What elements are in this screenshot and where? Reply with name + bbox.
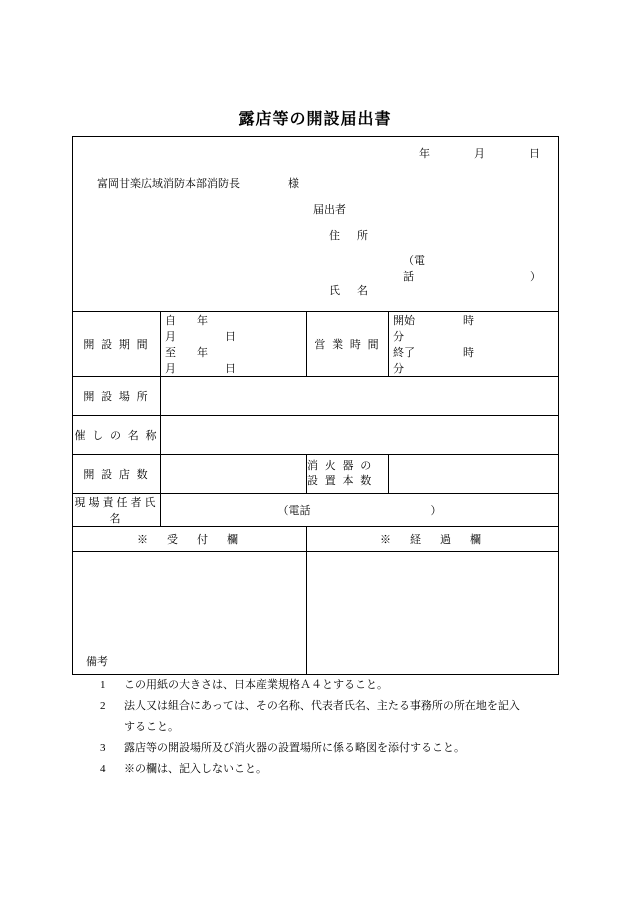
addressee-line: [97, 175, 299, 191]
hours-start-label: 開始: [393, 315, 415, 327]
official-headers-row: [73, 527, 559, 552]
note-text: 露店等の開設場所及び消火器の設置場所に係る略図を添付すること。: [124, 742, 465, 754]
telephone-close-paren: ）: [530, 271, 541, 283]
note-item: [100, 759, 586, 780]
note-number: 2: [100, 700, 106, 712]
note-number: 4: [100, 763, 106, 775]
note-item: [100, 675, 586, 696]
event-name-row: [73, 416, 559, 455]
hours-end-minute: 分: [393, 363, 404, 375]
responsible-person-row: [73, 494, 559, 527]
place-value[interactable]: [161, 377, 559, 416]
date-month-label: 月: [474, 148, 485, 160]
addressee-honorific: 様: [288, 178, 299, 190]
event-name-value[interactable]: [161, 416, 559, 455]
extinguisher-count-label: [307, 455, 389, 494]
date-line: [419, 145, 540, 161]
responsible-telephone-label: （電話: [277, 505, 311, 517]
period-to-year: 年: [197, 347, 208, 359]
period-from-row: [161, 312, 306, 344]
period-to-row: [161, 344, 306, 376]
note-text: 法人又は組合にあっては、その名称、代表者氏名、主たる事務所の所在地を記入: [124, 700, 520, 712]
telephone-line: [403, 252, 558, 284]
hours-end-hour: 時: [463, 347, 474, 359]
store-count-value[interactable]: [161, 455, 307, 494]
place-label: 開 設 場 所: [73, 377, 161, 416]
progress-column-header: ※ 経 過 欄: [307, 527, 559, 552]
name-label: 氏 名: [329, 285, 371, 297]
store-count-row: [73, 455, 559, 494]
addressee-name: 富岡甘楽広域消防本部消防長: [97, 178, 240, 190]
hours-end-label: 終了: [393, 347, 415, 359]
note-number: 1: [100, 679, 106, 691]
period-row: [73, 312, 559, 377]
period-to-month: 月: [165, 363, 176, 375]
period-from-month: 月: [165, 331, 176, 343]
responsible-telephone-close-paren: ）: [430, 505, 442, 517]
address-label: 住 所: [329, 230, 371, 242]
notes-title: 備考: [86, 656, 108, 668]
period-label: 開 設 期 間: [73, 312, 161, 377]
store-count-label: 開 設 店 数: [73, 455, 161, 494]
event-name-label: 催 し の 名 称: [73, 416, 161, 455]
extinguisher-count-value[interactable]: [389, 455, 559, 494]
note-text-continued: すること。: [124, 721, 179, 733]
submitter-label: 届出者: [313, 204, 346, 216]
note-text: この用紙の大きさは、日本産業規格Ａ４とすること。: [124, 679, 388, 691]
period-to-day: 日: [225, 363, 236, 375]
date-year-label: 年: [419, 148, 430, 160]
date-day-label: 日: [529, 148, 540, 160]
hours-end-row: [389, 344, 558, 376]
telephone-label: （電話: [403, 255, 425, 283]
period-from-day: 日: [225, 331, 236, 343]
responsible-person-label: 現場責任者氏名: [73, 494, 161, 527]
period-from-year: 年: [197, 315, 208, 327]
extinguisher-count-label-line1: 消 火 器 の: [307, 460, 374, 472]
period-from-mark: 自: [165, 315, 176, 327]
notes-section: [86, 652, 586, 780]
page-title: 露店等の開設届出書: [238, 111, 392, 128]
notification-form-table: [72, 136, 559, 675]
business-hours-label: 営 業 時 間: [307, 312, 389, 377]
receipt-column-header: ※ 受 付 欄: [73, 527, 307, 552]
form-header-cell: [73, 137, 559, 312]
note-item: [100, 696, 586, 717]
hours-start-minute: 分: [393, 331, 404, 343]
period-value-cell[interactable]: [161, 312, 307, 377]
responsible-person-value[interactable]: [161, 494, 559, 527]
extinguisher-count-label-line2: 設 置 本 数: [307, 475, 374, 487]
period-to-mark: 至: [165, 347, 176, 359]
place-row: [73, 377, 559, 416]
hours-start-row: [389, 312, 558, 344]
form-header-row: [73, 137, 559, 312]
note-number: 3: [100, 742, 106, 754]
note-text: ※の欄は、記入しないこと。: [124, 763, 267, 775]
note-item: [100, 738, 586, 759]
business-hours-value-cell[interactable]: [389, 312, 559, 377]
hours-start-hour: 時: [463, 315, 474, 327]
